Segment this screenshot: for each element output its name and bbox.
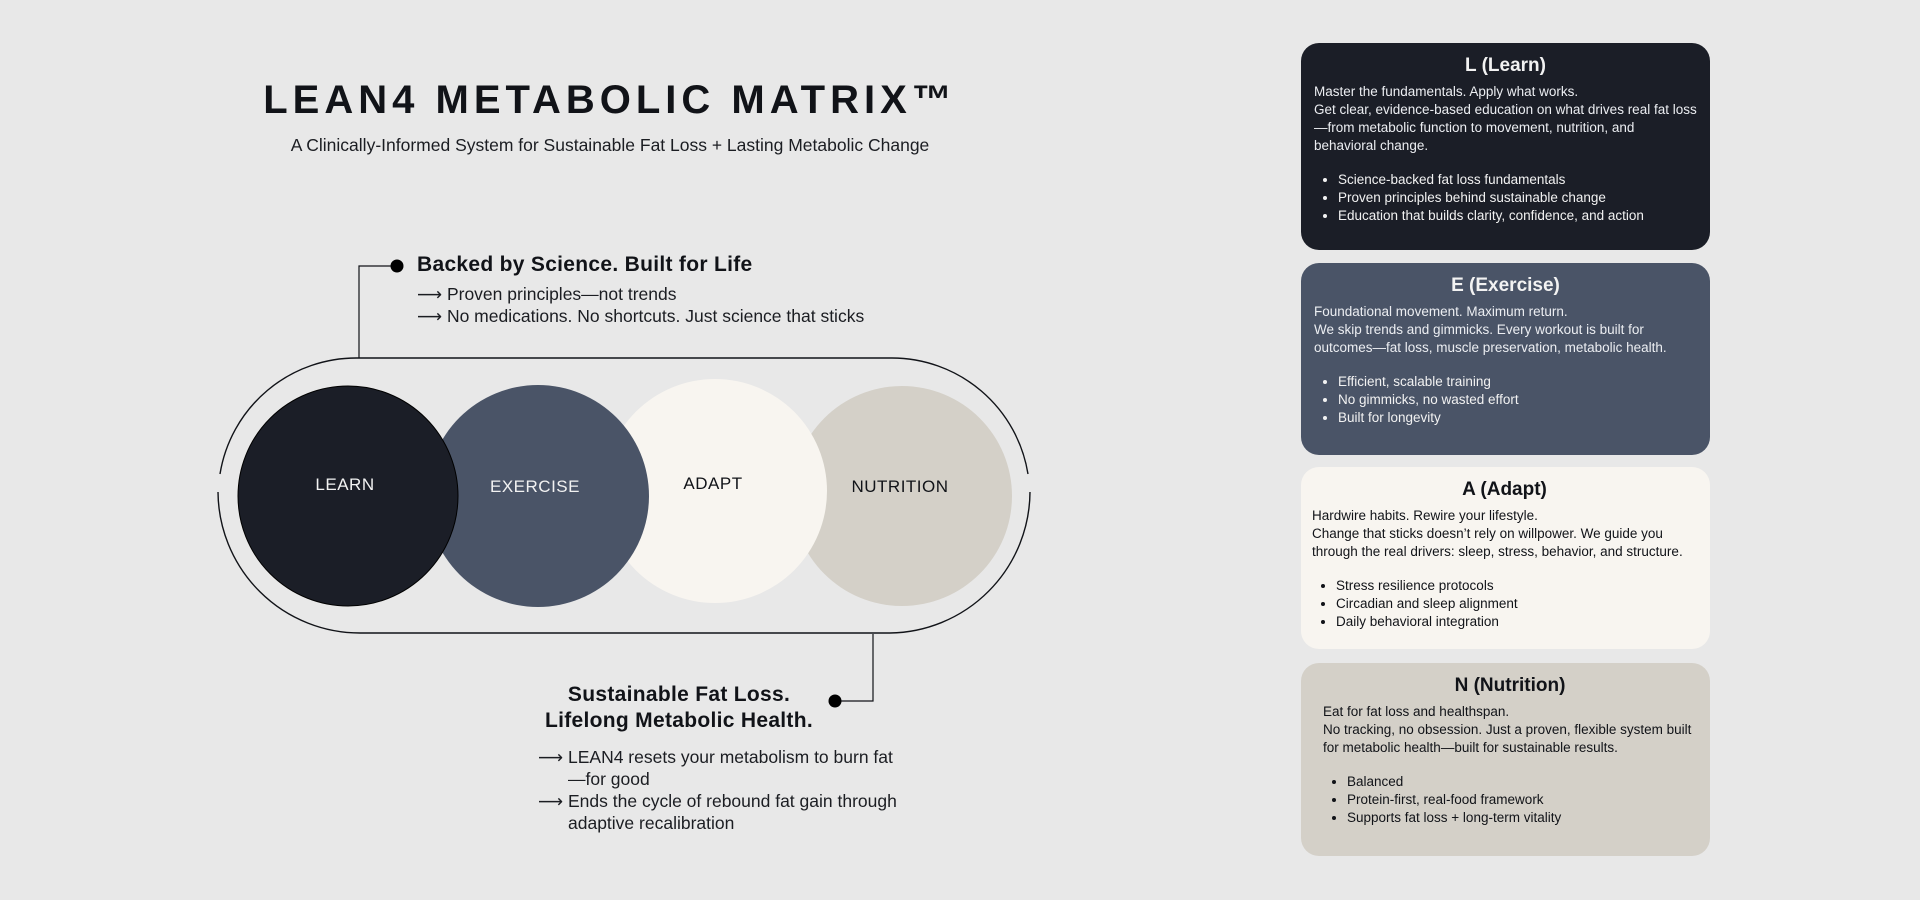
list-item: • Balanced (1347, 773, 1697, 791)
bottom-callout-heading (530, 682, 828, 734)
list-item: • Protein-first, real-food framework (1347, 791, 1697, 809)
bottom-callout (530, 682, 910, 834)
exercise-label: EXERCISE (490, 477, 580, 496)
top-callout (417, 253, 864, 327)
top-callout-line: ⟶ No medications. No shortcuts. Just science that sticks (417, 306, 865, 326)
card-title: A (Adapt) (1462, 479, 1547, 500)
page-subtitle: A Clinically-Informed System for Sustainable Fat Loss + Lasting Metabolic Change (290, 135, 930, 155)
card-tagline: Foundational movement. Maximum return. (1314, 304, 1568, 319)
bottom-callout-list (538, 746, 910, 834)
list-item: • Efficient, scalable training (1338, 373, 1697, 391)
card-description: No tracking, no obsession. Just a proven, flexible system built for metabolic health—built for sustainable results. (1323, 722, 1692, 755)
exercise-card (1301, 263, 1710, 455)
page-title: LEAN4 METABOLIC MATRIX™ (263, 78, 957, 122)
card-description: Change that sticks doesn’t rely on willpower. We guide you through the real drivers: sleep, stress, behavior, and structure. (1312, 526, 1683, 559)
bottom-callout-heading-line: Sustainable Fat Loss. (567, 683, 791, 706)
card-title: N (Nutrition) (1454, 675, 1566, 696)
card-title: L (Learn) (1465, 55, 1546, 76)
top-callout-heading: Backed by Science. Built for Life (417, 253, 753, 276)
nutrition-label: NUTRITION (851, 477, 949, 496)
card-bullet-list (1314, 373, 1697, 427)
list-item: • Supports fat loss + long-term vitality (1347, 809, 1697, 827)
learn-circle (238, 386, 458, 606)
list-item: • Stress resilience protocols (1336, 577, 1697, 595)
list-item (538, 746, 910, 790)
arrow-right-icon: ⟶ (538, 747, 564, 767)
adapt-card (1301, 467, 1710, 649)
bottom-callout-item-text: Ends the cycle of rebound fat gain through adaptive recalibration (568, 791, 897, 833)
list-item: • Proven principles behind sustainable change (1338, 189, 1697, 207)
list-item: • Science-backed fat loss fundamentals (1338, 171, 1697, 189)
learn-label: LEARN (315, 475, 375, 494)
list-item: • Circadian and sleep alignment (1336, 595, 1697, 613)
arrow-right-icon: ⟶ (538, 791, 564, 811)
list-item (538, 790, 910, 834)
bottom-callout-item-text: LEAN4 resets your metabolism to burn fat—for good (568, 747, 893, 789)
card-description: Get clear, evidence-based education on what drives real fat loss—from metabolic function to movement, nutrition, and behavioral change. (1314, 102, 1697, 153)
card-title: E (Exercise) (1451, 275, 1560, 296)
card-description: We skip trends and gimmicks. Every workout is built for outcomes—fat loss, muscle preservation, metabolic health. (1314, 322, 1667, 355)
card-tagline: Master the fundamentals. Apply what works. (1314, 84, 1579, 99)
card-bullet-list (1323, 773, 1697, 827)
learn-card (1301, 43, 1710, 250)
top-callout-line: ⟶ Proven principles—not trends (417, 284, 677, 304)
list-item: • No gimmicks, no wasted effort (1338, 391, 1697, 409)
card-tagline: Eat for fat loss and healthspan. (1323, 704, 1510, 719)
card-tagline: Hardwire habits. Rewire your lifestyle. (1312, 508, 1538, 523)
list-item: • Daily behavioral integration (1336, 613, 1697, 631)
top-connector-line (359, 266, 397, 358)
nutrition-card (1301, 663, 1710, 856)
bottom-callout-heading-line: Lifelong Metabolic Health. (545, 709, 813, 732)
card-bullet-list (1312, 577, 1697, 631)
list-item: • Education that builds clarity, confidence, and action (1338, 207, 1697, 225)
list-item: • Built for longevity (1338, 409, 1697, 427)
adapt-label: ADAPT (683, 474, 743, 493)
card-bullet-list (1314, 171, 1697, 225)
top-connector-dot (391, 260, 404, 273)
